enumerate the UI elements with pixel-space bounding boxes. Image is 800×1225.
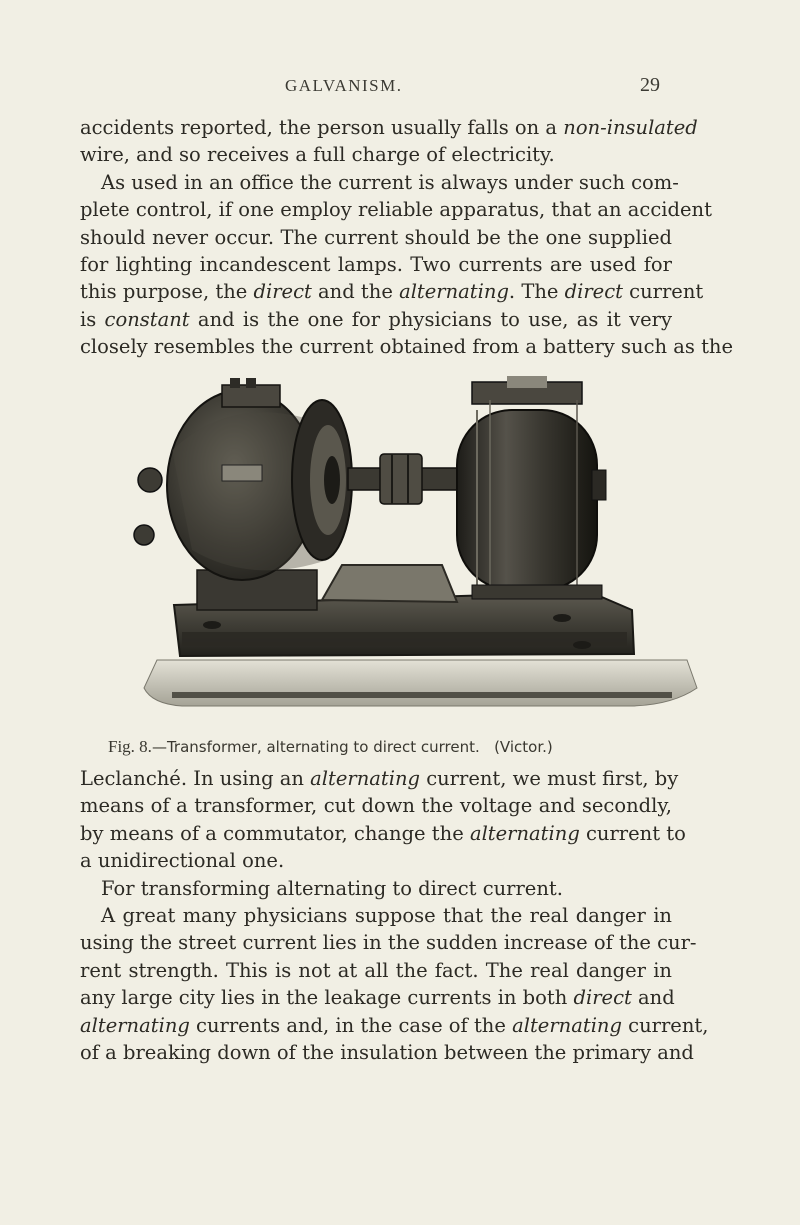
italic-text: alternating xyxy=(512,1013,622,1037)
text-run: any large city lies in the leakage currents in both xyxy=(80,986,574,1010)
text-run: plete control, if one employ reliable apparatus, that an accident xyxy=(80,198,712,222)
text-run: current to xyxy=(579,821,686,845)
text-line xyxy=(80,902,672,929)
text-run: means of a transformer, cut down the voltage and secondly, xyxy=(80,794,672,818)
italic-text: alternating xyxy=(80,1013,190,1037)
text-line xyxy=(80,333,734,360)
text-run: current, xyxy=(621,1013,709,1037)
text-run: Leclanché. In using an xyxy=(80,767,311,790)
italic-text: non-insulated xyxy=(563,116,698,139)
text-run: . The xyxy=(508,280,565,304)
italic-text: direct xyxy=(573,986,632,1010)
text-run: for lighting incandescent lamps. Two currents are used for xyxy=(80,253,672,277)
text-run: closely resembles the current obtained from a battery such as the xyxy=(80,335,734,359)
italic-text: direct xyxy=(564,280,623,304)
text-run: by means of a commutator, change the xyxy=(80,821,470,845)
italic-text: alternating xyxy=(399,280,509,304)
body-text-top xyxy=(80,114,734,361)
caption-credit: (Victor.) xyxy=(494,738,553,756)
text-run: As used in an office the current is always under such com- xyxy=(101,170,679,194)
running-head: GALVANISM. xyxy=(285,76,403,95)
text-line xyxy=(80,306,672,333)
text-line xyxy=(80,196,712,223)
text-run: current xyxy=(622,280,704,304)
transformer-figure xyxy=(112,370,702,720)
text-line xyxy=(80,765,679,792)
text-line xyxy=(80,847,672,874)
text-line xyxy=(80,957,672,984)
page-header xyxy=(0,70,800,100)
text-line xyxy=(80,251,672,278)
text-run: current, we must first, by xyxy=(420,767,679,790)
figure-label: Fig. 8. xyxy=(108,737,152,756)
text-run: a unidirectional one. xyxy=(80,849,285,873)
text-run: using the street current lies in the sudden increase of the cur- xyxy=(80,931,697,955)
page-number: 29 xyxy=(640,74,660,96)
text-run: rent strength. This is not at all the fact. The real danger in xyxy=(80,958,672,982)
text-run: accidents reported, the person usually falls on a xyxy=(80,116,564,139)
text-line xyxy=(80,1039,694,1066)
text-run: is xyxy=(80,307,105,331)
text-line xyxy=(80,929,697,956)
text-line xyxy=(80,114,698,141)
text-line xyxy=(80,875,672,902)
motor-generator-illustration xyxy=(112,370,702,720)
text-line xyxy=(80,141,672,168)
italic-text: alternating xyxy=(310,767,420,790)
body-text-bottom xyxy=(80,765,709,1066)
italic-text: constant xyxy=(104,307,190,331)
text-run: and xyxy=(631,986,675,1010)
text-run: and the xyxy=(311,280,400,304)
text-line xyxy=(80,820,686,847)
caption-text: —Transformer, alternating to direct current. xyxy=(151,738,480,756)
italic-text: alternating xyxy=(469,821,580,845)
text-run: For transforming alternating to direct current. xyxy=(101,876,563,900)
text-line xyxy=(80,278,704,305)
text-run: this purpose, the xyxy=(80,280,254,304)
text-run: A great many physicians suppose that the real danger in xyxy=(101,904,672,928)
text-run: and is the one for physicians to use, as it very xyxy=(189,307,672,331)
text-run: wire, and so receives a full charge of electricity. xyxy=(80,143,555,167)
text-run: should never occur. The current should be the one supplied xyxy=(80,225,672,249)
text-line xyxy=(80,1012,709,1039)
figure-caption xyxy=(108,737,688,757)
text-line xyxy=(80,224,672,251)
text-line xyxy=(80,169,679,196)
italic-text: direct xyxy=(253,280,312,304)
text-run: of a breaking down of the insulation between the primary and xyxy=(80,1041,694,1065)
text-line xyxy=(80,792,672,819)
text-run: currents and, in the case of the xyxy=(189,1013,513,1037)
text-line xyxy=(80,984,675,1011)
